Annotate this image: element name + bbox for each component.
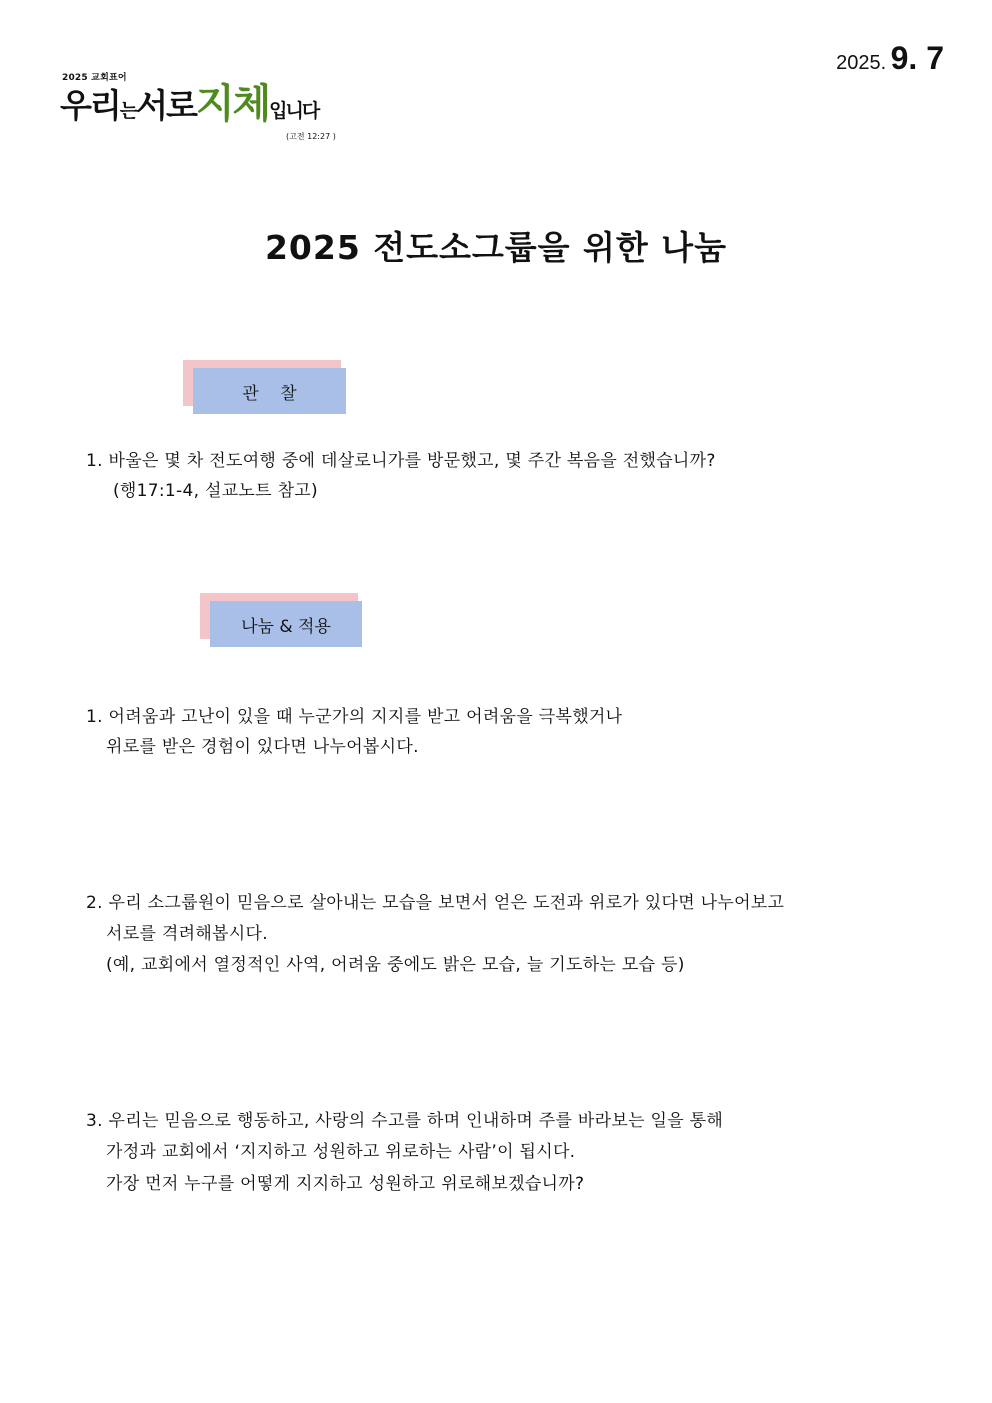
observation-question-1-note: (행17:1-4, 설교노트 참고): [113, 481, 318, 501]
sharing-question-3: 3. 우리는 믿음으로 행동하고, 사랑의 수고를 하며 인내하며 주를 바라보는 일을 통해: [86, 1111, 724, 1131]
sharing-question-1: 1. 어려움과 고난이 있을 때 누군가의 지지를 받고 어려움을 극복했거나: [86, 707, 623, 727]
date-month-day: 9. 7: [890, 40, 944, 76]
logo-motto-part2: 는: [119, 100, 137, 122]
sharing-question-3-cont: 가정과 교회에서 ‘지지하고 성원하고 위로하는 사람’이 됩시다.: [106, 1142, 576, 1162]
logo-verse-reference: (고전 12:27 ): [286, 132, 336, 141]
logo-motto-part4: 지체: [195, 81, 270, 127]
sharing-question-2-cont: 서로를 격려해봅시다.: [106, 924, 268, 944]
observation-question-1: 1. 바울은 몇 차 전도여행 중에 데살로니가를 방문했고, 몇 주간 복음을 전했습니까?: [86, 451, 716, 471]
page-title: 2025 전도소그룹을 위한 나눔: [264, 228, 728, 267]
logo-motto-part5: 입니다: [269, 100, 319, 122]
sharing-question-2: 2. 우리 소그룹원이 믿음으로 살아내는 모습을 보면서 얻은 도전과 위로가 있다면 나누어보고: [86, 893, 785, 913]
document-date: [836, 40, 944, 77]
sharing-question-1-cont: 위로를 받은 경험이 있다면 나누어봅시다.: [106, 737, 419, 757]
observation-section-header: 관 찰: [193, 368, 346, 414]
sharing-section-header: 나눔 & 적용: [210, 601, 362, 647]
sharing-question-2-example: (예, 교회에서 열정적인 사역, 어려움 중에도 밝은 모습, 늘 기도하는 모습 등): [106, 955, 685, 975]
date-year: 2025.: [836, 52, 887, 74]
church-motto-logo: [60, 82, 318, 133]
logo-motto-part3: 서로: [136, 86, 196, 125]
logo-year-label: 2025 교회표어: [62, 73, 127, 83]
logo-motto-part1: 우리: [60, 86, 120, 125]
sharing-question-3-cont-2: 가장 먼저 누구를 어떻게 지지하고 성원하고 위로해보겠습니까?: [106, 1174, 585, 1194]
